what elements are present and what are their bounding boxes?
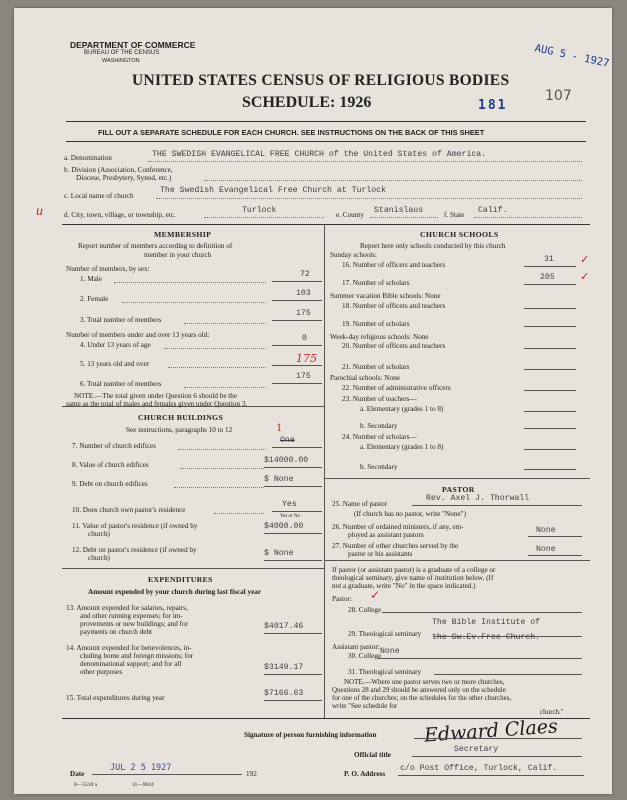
q22-label: 22. Number of administrative officers	[342, 384, 451, 392]
q27-value: None	[536, 545, 556, 554]
q28-label: 28. College	[348, 606, 382, 614]
division-label-2: Diocese, Presbytery, Synod, etc.)	[76, 174, 172, 182]
q9-label: 9. Debt on church edifices	[72, 480, 148, 488]
q26-value: None	[536, 526, 556, 535]
local-name-value: The Swedish Evangelical Free Church at Turlock	[160, 186, 387, 195]
schedule-number: 181	[478, 98, 508, 113]
q14-label: other purposes	[80, 668, 123, 676]
state-value: Calif.	[478, 206, 508, 215]
q2-female-value: 103	[296, 289, 311, 298]
column-divider	[324, 224, 325, 718]
q6-label: 6. Total number of members	[80, 380, 162, 388]
q18-label: 18. Number of officers and teachers	[342, 302, 446, 310]
form-number-2: 11—9024	[132, 782, 154, 788]
q30-value: None	[380, 647, 400, 656]
q16-value: 31	[544, 255, 554, 264]
denomination-label: a. Denomination	[64, 154, 112, 162]
q9-value: $ None	[264, 475, 294, 484]
margin-check-mark: u	[36, 204, 43, 219]
q25-label: 25. Name of pastor	[332, 500, 388, 508]
census-form-sheet: DEPARTMENT OF COMMERCE BUREAU OF THE CENSUS WASHINGTON UNITED STATES CENSUS OF RELIGIOUS BODIES SCHEDULE: 1926 AUG 5 - 1927 181 107 FILL OUT A SEPARATE SCHEDULE FOR EACH CHURCH. SEE INSTRUCTIONS ON THE BACK OF THIS SHEET a. Denomination THE SWEDISH EVANGELICAL FREE CHURCH of the United States of America. b. Division (Association, Conference, Diocese, Presbytery, Synod, etc.) c. Local name of church The Swedish Evangelical Free Church at Turlock u d. City, town, village, or township, etc. Turlock e. County Stanislaus f. State Calif. MEMBERSHIP Report number of members according to definition of member in your church Number of members, by sex: 1. Male 72 2. Female 103 3. Total number of members 175 Number of members under and over 13 years old: 4. Under 13 years of age 0 5. 13 years old and over 175 6. Total number of members 175 NOTE.—The total given under Question 6 should be the same as the total of males and females given under Question 3. CHURCH BUILDINGS See instructions, paragraphs 10 to 12 1 7. Number of church edifices One 8. Value of church edifices $14000.00 9. Debt on church edifices $ None 10. Does church own pastor's residence Yes Yes or No 11. Value of pastor's residence (if owned by church) $4000.00 12. Debt on pastor's residence (if owned by church) $ None EXPENDITURES Amount expended by your church during last fiscal year 13. Amount expended for salaries, repairs, and other running expenses; for im- provements or new buildings; and for payments on church debt $4017.46 14. Amount expended for benevolences, in- cluding home and foreign missions; for denominational support; and for all other purposes $3149.17 15. Total expenditures during year $7166.63 CHURCH SCHOOLS Report here only schools conducted by this church Sunday schools: 16. Number of officers and teachers 31 ✓ 17. Number of scholars 205 ✓ Summer vacation Bible schools: None 18. Number of officers and teachers 19. Number of scholars Week-day religious schools: None 20. Number of officers and teachers 21. Number of scholars Parochial schools: None 22. Number of administrative officers 23. Number of teachers— a. Elementary (grades 1 to 8) b. Secondary 24. Number of scholars— a. Elementary (grades 1 to 8) b. Secondary PASTOR 25. Name of pastor Rev. Axel J. Thorwall (If church has no pastor, write "None") 26. Number of ordained ministers, if any, em- ployed as assistant pastors None 27. Number of other churches served by the pastor or his assistants None If pastor (or assistant pastor) is a graduate of a college or theological seminary, give name of institution below. (If not a graduate, write "No" in the space indicated.) Pastor: ✓ 28. College The Bible Institute of 29. Theological seminary the Sw.Ev.Free Church. Assistant pastor: 30. College None 31. Theological seminary NOTE.—Where one pastor serves two or more churches, Questions 28 and 29 should be answered only on the schedule for one of the churches; on the schedules for the other churches, write "See schedule for church." Signature of person furnishing information Edward Claes Official title Secretary Date JUL 2 5 1927 192 P. O. Address c/o Post Office, Turlock, Calif. 8—5518 a 11—9024	[14, 8, 612, 794]
pastor-heading: PASTOR	[442, 485, 475, 494]
instruction-line: FILL OUT A SEPARATE SCHEDULE FOR EACH CHURCH. SEE INSTRUCTIONS ON THE BACK OF THIS SHEET	[98, 128, 485, 137]
q24-label: 24. Number of scholars—	[342, 433, 417, 441]
city-value: Turlock	[242, 206, 277, 215]
q30-label: 30. College	[348, 652, 382, 660]
q1-male-value: 72	[300, 270, 310, 279]
city-label: WASHINGTON	[102, 58, 140, 64]
date-label: Date	[70, 770, 85, 778]
department-label: DEPARTMENT OF COMMERCE	[70, 40, 196, 50]
local-name-label: c. Local name of church	[64, 192, 134, 200]
membership-heading: MEMBERSHIP	[154, 230, 212, 239]
official-title-value: Secretary	[454, 745, 499, 754]
q7-edifices-value: One	[280, 436, 295, 445]
q27-label: 27. Number of other churches served by the	[332, 542, 459, 550]
q20-label: 20. Number of officers and teachers	[342, 342, 446, 350]
expenditures-heading: EXPENDITURES	[148, 575, 213, 584]
q1-label: 1. Male	[80, 275, 102, 283]
q15-value: $7166.63	[264, 689, 304, 698]
q13-label: payments on church debt	[80, 628, 153, 636]
instruction-rule	[66, 141, 586, 142]
q29-value-2: the Sw.Ev.Free Church.	[432, 633, 541, 642]
q8-label: 8. Value of church edifices	[72, 461, 149, 469]
q29-label: 29. Theological seminary	[348, 630, 422, 638]
q14-value: $3149.17	[264, 663, 304, 672]
state-label: f. State	[444, 211, 465, 219]
q11-label: 11. Value of pastor's residence (if owned by	[72, 522, 198, 530]
q4-label: 4. Under 13 years of age	[80, 341, 151, 349]
q29-value-1: The Bible Institute of	[432, 618, 541, 627]
date-value: JUL 2 5 1927	[110, 763, 172, 773]
q17-check: ✓	[580, 271, 590, 283]
q11-value: $4000.00	[264, 522, 304, 531]
county-label: e. County	[336, 211, 364, 219]
schedule-title: SCHEDULE: 1926	[242, 94, 372, 111]
pencil-number: 107	[545, 88, 572, 104]
q17-label: 17. Number of scholars	[342, 279, 410, 287]
q19-label: 19. Number of scholars	[342, 320, 410, 328]
q13-value: $4017.46	[264, 622, 304, 631]
q3-label: 3. Total number of members	[80, 316, 162, 324]
pastor-check-mark: ✓	[370, 588, 381, 602]
signature: Edward Claes	[423, 715, 559, 747]
q16-check: ✓	[580, 254, 590, 266]
schools-heading: CHURCH SCHOOLS	[420, 230, 499, 239]
q4-under13-value: 0	[302, 334, 307, 343]
q8-value: $14000.00	[264, 456, 309, 465]
po-address-value: c/o Post Office, Turlock, Calif.	[400, 764, 558, 773]
form-title: UNITED STATES CENSUS OF RELIGIOUS BODIES	[132, 72, 510, 89]
buildings-heading: CHURCH BUILDINGS	[138, 413, 224, 422]
received-date-stamp: AUG 5 - 1927	[533, 42, 611, 70]
q10-label: 10. Does church own pastor's residence	[72, 506, 186, 514]
q7-hand-mark: 1	[276, 420, 282, 434]
q17-value: 205	[540, 273, 555, 282]
q7-label: 7. Number of church edifices	[72, 442, 157, 450]
q5-label: 5. 13 years old and over	[80, 360, 150, 368]
q3-total-value: 175	[296, 309, 311, 318]
official-title-label: Official title	[354, 751, 391, 759]
q12-label: 12. Debt on pastor's residence (if owned by	[72, 546, 197, 554]
county-value: Stanislaus	[374, 206, 424, 215]
q25-value: Rev. Axel J. Thorwall	[426, 494, 530, 503]
denomination-value: THE SWEDISH EVANGELICAL FREE CHURCH of the United States of America.	[152, 150, 487, 159]
signature-label: Signature of person furnishing information	[244, 731, 377, 739]
q21-label: 21. Number of scholars	[342, 363, 410, 371]
q6-total-value: 175	[296, 372, 311, 381]
q2-label: 2. Female	[80, 295, 109, 303]
q10-value: Yes	[282, 500, 297, 509]
q15-label: 15. Total expenditures during year	[66, 694, 165, 702]
po-address-label: P. O. Address	[344, 770, 386, 778]
q31-label: 31. Theological seminary	[348, 668, 422, 676]
form-number-1: 8—5518 a	[74, 782, 98, 788]
bureau-label: BUREAU OF THE CENSUS	[84, 50, 160, 56]
q26-label: 26. Number of ordained ministers, if any, em-	[332, 523, 464, 531]
city-town-label: d. City, town, village, or township, etc.	[64, 211, 176, 219]
q5-over13-value: 175	[296, 352, 317, 365]
q23-label: 23. Number of teachers—	[342, 395, 417, 403]
q16-label: 16. Number of officers and teachers	[342, 261, 446, 269]
q12-value: $ None	[264, 549, 294, 558]
header-rule	[66, 121, 586, 122]
division-label: b. Division (Association, Conference,	[64, 166, 173, 174]
